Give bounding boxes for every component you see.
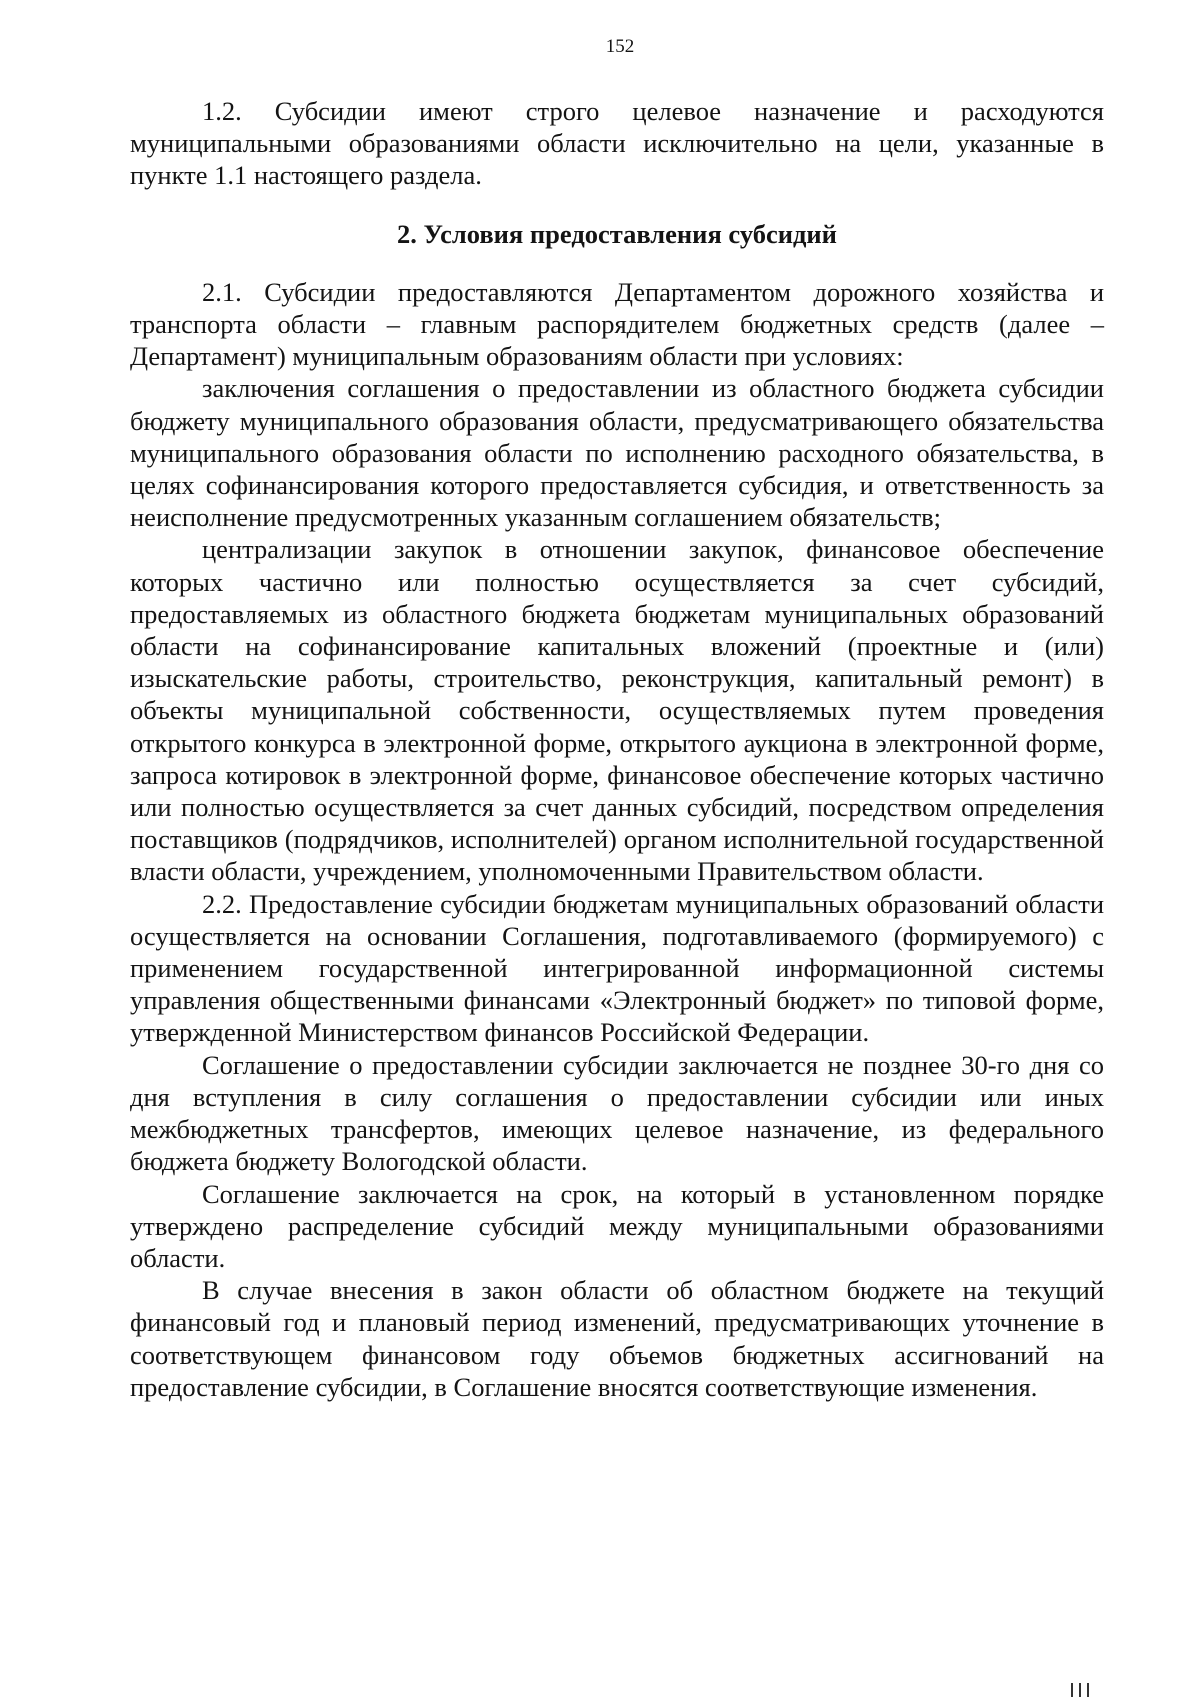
condition-agreement: заключения соглашения о предоставлении из областного бюджета субсидии бюджету муниципального образования области, предусматривающего обязательства муниципального образования области по исполнению расходного обязательства, в целях софинансирования которого предоставляется субсидия, и ответственность за неисполнение предусмотренных указанным соглашением обязательств; xyxy=(130,373,1104,533)
page-number: 152 xyxy=(605,36,635,57)
paragraph-2-2: 2.2. Предоставление субсидии бюджетам муниципальных образований области осуществляется на основании Соглашения, подготавливаемого (формируемого) с применением государственной интегрированной информационной системы управления общественными финансами «Электронный бюджет» по типовой форме, утвержденной Министерством финансов Российской Федерации. xyxy=(130,888,1104,1048)
paragraph-2-1: 2.1. Субсидии предоставляются Департаментом дорожного хозяйства и транспорта области – главным распорядителем бюджетных средств (далее – Департамент) муниципальным образованиям области при условиях: xyxy=(130,276,1104,372)
paragraph-amendments: В случае внесения в закон области об областном бюджете на текущий финансовый год и плановый период изменений, предусматривающих уточнение в соответствующем финансовом году объемов бюджетных ассигнований на предоставление субсидии, в Соглашение вносятся соответствующие изменения. xyxy=(130,1275,1104,1402)
paragraph-1-2: 1.2. Субсидии имеют строго целевое назначение и расходуются муниципальными образованиями области исключительно на цели, указанные в пункте 1.1 настоящего раздела. xyxy=(130,96,1104,191)
scan-edge-mark xyxy=(1079,1683,1081,1697)
scan-edge-mark xyxy=(1071,1683,1073,1697)
scan-edge-mark xyxy=(1087,1683,1089,1697)
paragraph-agreement-deadline: Соглашение о предоставлении субсидии заключается не позднее 30-го дня со дня вступления в силу соглашения о предоставлении субсидии или иных межбюджетных трансфертов, имеющих целевое назначение, из федерального бюджета бюджету Вологодской области. xyxy=(130,1049,1104,1177)
paragraph-agreement-term: Соглашение заключается на срок, на который в установленном порядке утверждено распределение субсидий между муниципальными образованиями области. xyxy=(130,1178,1104,1273)
document-body xyxy=(130,95,1104,1403)
section-2-heading: 2. Условия предоставления субсидий xyxy=(397,218,837,249)
condition-centralized-procurement: централизации закупок в отношении закупок, финансовое обеспечение которых частично или полностью осуществляется за счет субсидий, предоставляемых из областного бюджета бюджетам муниципальных образований области на софинансирование капитальных вложений (проектные и (или) изыскательские работы, строительство, реконструкция, капитальный ремонт) в объекты муниципальной собственности, осуществляемых путем проведения открытого конкурса в электронной форме, открытого аукциона в электронной форме, запроса котировок в электронной форме, финансовое обеспечение которых частично или полностью осуществляется за счет данных субсидий, посредством определения поставщиков (подрядчиков, исполнителей) органом исполнительной государственной власти области, учреждением, уполномоченными Правительством области. xyxy=(130,534,1104,887)
